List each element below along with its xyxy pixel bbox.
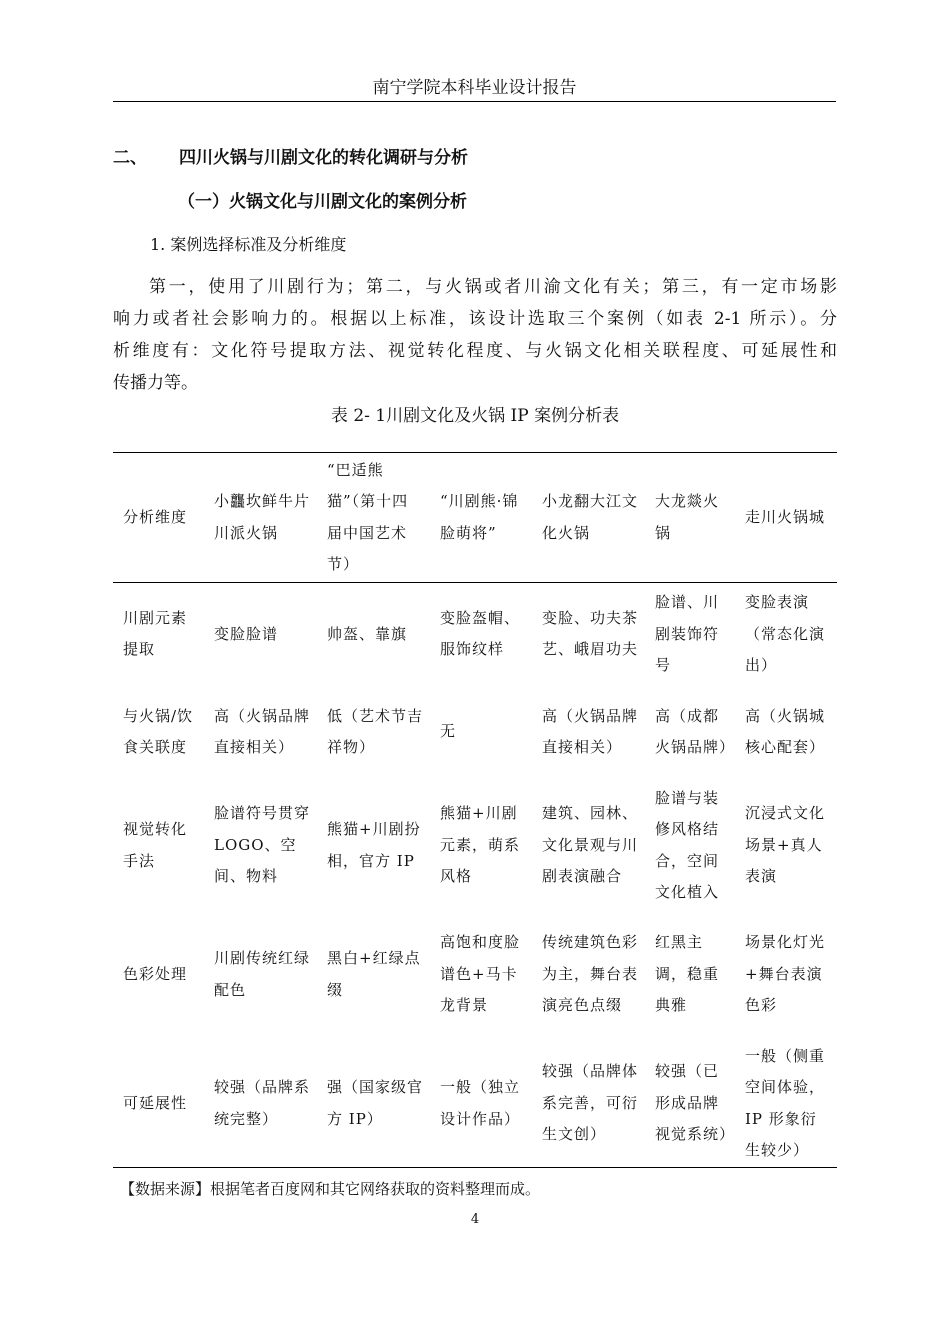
table-cell: 一般（侧重空间体验，IP 形象衍生较少） bbox=[745, 1046, 826, 1159]
table-cell: 场景化灯光+舞台表演色彩 bbox=[745, 933, 826, 1015]
table-cell: 建筑、园林、文化景观与川剧表演融合 bbox=[542, 804, 639, 886]
header-cell: “巴适熊猫”（第十四届中国艺术节） bbox=[327, 460, 409, 573]
data-source-note: 【数据来源】根据笔者百度网和其它网络获取的资料整理而成。 bbox=[120, 1180, 541, 1198]
table-caption: 表 2- 1川剧文化及火锅 IP 案例分析表 bbox=[330, 406, 620, 426]
subsubsection-heading: 1. 案例选择标准及分析维度 bbox=[150, 235, 347, 254]
section-title: 四川火锅与川剧文化的转化调研与分析 bbox=[179, 148, 468, 168]
table-cell: 高（火锅品牌直接相关） bbox=[214, 706, 311, 756]
table-row bbox=[113, 779, 837, 909]
table-cell: 视觉转化手法 bbox=[123, 820, 188, 870]
table-cell: 脸谱与装修风格结合，空间文化植入 bbox=[655, 788, 720, 901]
paragraph-line: 传播力等。 bbox=[113, 373, 198, 393]
table-cell: 强（国家级官方 IP） bbox=[327, 1078, 424, 1128]
header-cell: 小龙翻大江文化火锅 bbox=[542, 492, 639, 542]
table-cell: 较强（品牌体系完善，可衍生文创） bbox=[542, 1062, 639, 1144]
table-row bbox=[113, 583, 837, 682]
table-row bbox=[113, 909, 837, 1037]
table-cell: 熊猫+川剧扮相，官方 IP bbox=[327, 820, 421, 870]
table-cell: 黑白+红绿点缀 bbox=[327, 949, 421, 999]
table-cell: 变脸、功夫茶艺、峨眉功夫 bbox=[542, 608, 639, 659]
table-cell: 色彩处理 bbox=[123, 964, 188, 983]
table-cell: 传统建筑色彩为主，舞台表演亮色点缀 bbox=[542, 933, 639, 1015]
table-cell: 一般（独立设计作品） bbox=[440, 1078, 521, 1128]
header-cell: 走川火锅城 bbox=[745, 507, 826, 526]
table-cell: 红黑主调，稳重典雅 bbox=[655, 933, 720, 1015]
paragraph-line: 响力或者社会影响力的。根据以上标准，该设计选取三个案例（如表 2-1 所示）。分 bbox=[113, 309, 837, 329]
table-cell: 高（成都火锅品牌） bbox=[655, 706, 736, 756]
case-analysis-table bbox=[113, 452, 837, 1168]
table-cell: 川剧元素提取 bbox=[123, 608, 188, 659]
paragraph-line: 析维度有：文化符号提取方法、视觉转化程度、与火锅文化相关联程度、可延展性和 bbox=[113, 341, 837, 361]
table-cell: 与火锅/饮食关联度 bbox=[123, 706, 194, 756]
table-cell: 高（火锅品牌直接相关） bbox=[542, 706, 639, 756]
table-header-row bbox=[113, 453, 837, 583]
table-cell: 高饱和度脸谱色+马卡龙背景 bbox=[440, 933, 521, 1015]
table-row bbox=[113, 1037, 837, 1168]
table-cell: 高（火锅城核心配套） bbox=[745, 706, 826, 756]
table-cell: 变脸盔帽、服饰纹样 bbox=[440, 608, 521, 659]
page-number: 4 bbox=[470, 1212, 480, 1227]
table-cell: 变脸脸谱 bbox=[214, 624, 279, 643]
table-cell: 川剧传统红绿配色 bbox=[214, 949, 311, 999]
table-cell: 低（艺术节吉祥物） bbox=[327, 706, 424, 756]
table-cell: 脸谱符号贯穿 LOGO、空间、物料 bbox=[214, 804, 311, 886]
table-cell: 较强（品牌系统完整） bbox=[214, 1078, 311, 1128]
header-cell: 分析维度 bbox=[123, 507, 188, 526]
table-cell: 无 bbox=[440, 722, 457, 741]
header-cell: 大龙燚火锅 bbox=[655, 492, 720, 542]
section-heading bbox=[113, 143, 468, 168]
table-cell: 变脸表演（常态化演出） bbox=[745, 593, 826, 674]
table-cell: 沉浸式文化场景+真人表演 bbox=[745, 804, 826, 886]
table-cell: 较强（已形成品牌视觉系统） bbox=[655, 1062, 736, 1144]
table-row bbox=[113, 682, 837, 779]
header-cell: “川剧熊·锦脸萌将” bbox=[440, 492, 519, 542]
subsection-heading: （一）火锅文化与川剧文化的案例分析 bbox=[178, 192, 467, 212]
table-cell: 脸谱、川剧装饰符号 bbox=[655, 593, 720, 674]
paragraph-line: 第一，使用了川剧行为；第二，与火锅或者川渝文化有关；第三，有一定市场影 bbox=[149, 277, 837, 297]
table-cell: 熊猫+川剧元素，萌系风格 bbox=[440, 804, 521, 886]
body-paragraph bbox=[113, 271, 837, 399]
header-cell: 小龘坎鲜牛片川派火锅 bbox=[214, 492, 311, 542]
page-header: 南宁学院本科毕业设计报告 bbox=[113, 74, 836, 102]
section-number: 二、 bbox=[113, 148, 147, 168]
table-cell: 可延展性 bbox=[123, 1093, 188, 1112]
table-cell: 帅盔、靠旗 bbox=[327, 624, 408, 643]
